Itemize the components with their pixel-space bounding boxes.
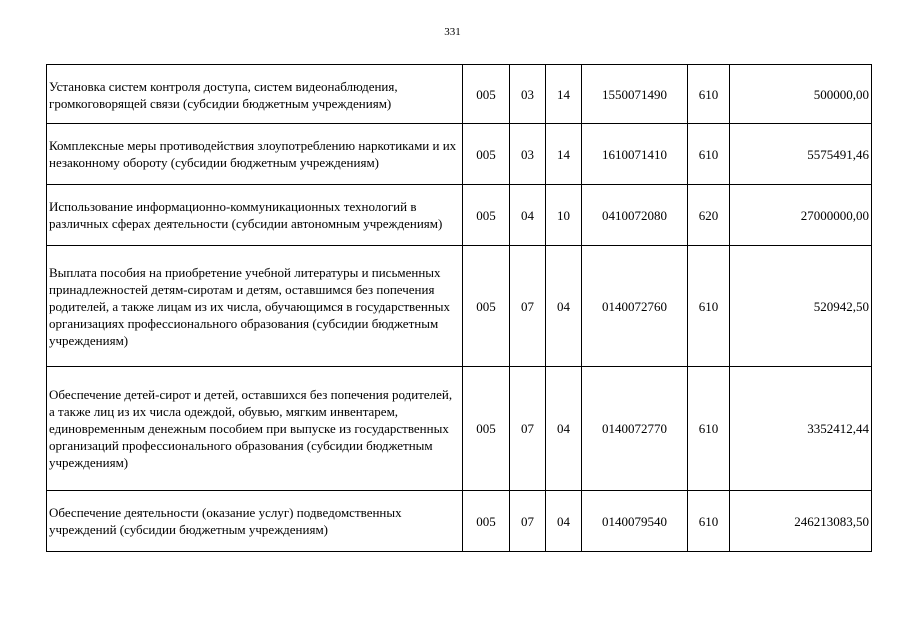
row-target-article: 0140072760 bbox=[582, 246, 688, 367]
row-target-article: 1610071410 bbox=[582, 124, 688, 185]
row-target-article: 0140072770 bbox=[582, 367, 688, 491]
row-ministry-code: 005 bbox=[463, 367, 510, 491]
row-description: Обеспечение деятельности (оказание услуг) подведомственных учреждений (субсидии бюджетным учреждениям) bbox=[47, 491, 463, 552]
row-ministry-code: 005 bbox=[463, 65, 510, 124]
row-subsection-code: 04 bbox=[546, 246, 582, 367]
table-row bbox=[47, 246, 872, 367]
row-section-code: 07 bbox=[510, 367, 546, 491]
table-row bbox=[47, 124, 872, 185]
row-expense-type: 620 bbox=[688, 185, 730, 246]
row-description: Использование информационно-коммуникационных технологий в различных сферах деятельности (субсидии автономным учреждениям) bbox=[47, 185, 463, 246]
row-section-code: 07 bbox=[510, 246, 546, 367]
row-amount: 246213083,50 bbox=[730, 491, 872, 552]
row-amount: 520942,50 bbox=[730, 246, 872, 367]
row-amount: 500000,00 bbox=[730, 65, 872, 124]
row-target-article: 1550071490 bbox=[582, 65, 688, 124]
row-subsection-code: 14 bbox=[546, 124, 582, 185]
table-row bbox=[47, 367, 872, 491]
row-subsection-code: 04 bbox=[546, 367, 582, 491]
page-number: 331 bbox=[444, 26, 461, 38]
row-amount: 5575491,46 bbox=[730, 124, 872, 185]
row-description: Комплексные меры противодействия злоупотреблению наркотиками и их незаконному обороту (субсидии бюджетным учреждениям) bbox=[47, 124, 463, 185]
row-description: Выплата пособия на приобретение учебной литературы и письменных принадлежностей детям-сиротам и детям, оставшимся без попечения родителей, а также лицам из их числа, обучающимся в государственных организациях профессионального образования (субсидии бюджетным учреждениям) bbox=[47, 246, 463, 367]
row-subsection-code: 14 bbox=[546, 65, 582, 124]
table-row bbox=[47, 491, 872, 552]
row-expense-type: 610 bbox=[688, 246, 730, 367]
row-section-code: 04 bbox=[510, 185, 546, 246]
row-description: Обеспечение детей-сирот и детей, оставшихся без попечения родителей, а также лиц из их числа одеждой, обувью, мягким инвентарем, единовременным денежным пособием при выпуске из государственных организаций профессионального образования (субсидии бюджетным учреждениям) bbox=[47, 367, 463, 491]
table-row bbox=[47, 185, 872, 246]
row-section-code: 07 bbox=[510, 491, 546, 552]
row-amount: 3352412,44 bbox=[730, 367, 872, 491]
budget-table bbox=[46, 64, 872, 552]
row-section-code: 03 bbox=[510, 124, 546, 185]
row-expense-type: 610 bbox=[688, 491, 730, 552]
row-target-article: 0410072080 bbox=[582, 185, 688, 246]
row-amount: 27000000,00 bbox=[730, 185, 872, 246]
row-subsection-code: 10 bbox=[546, 185, 582, 246]
row-ministry-code: 005 bbox=[463, 491, 510, 552]
row-expense-type: 610 bbox=[688, 124, 730, 185]
row-ministry-code: 005 bbox=[463, 185, 510, 246]
row-target-article: 0140079540 bbox=[582, 491, 688, 552]
row-ministry-code: 005 bbox=[463, 246, 510, 367]
row-subsection-code: 04 bbox=[546, 491, 582, 552]
row-expense-type: 610 bbox=[688, 65, 730, 124]
table-row bbox=[47, 65, 872, 124]
row-description: Установка систем контроля доступа, систем видеонаблюдения, громкоговорящей связи (субсидии бюджетным учреждениям) bbox=[47, 65, 463, 124]
row-section-code: 03 bbox=[510, 65, 546, 124]
row-ministry-code: 005 bbox=[463, 124, 510, 185]
row-expense-type: 610 bbox=[688, 367, 730, 491]
